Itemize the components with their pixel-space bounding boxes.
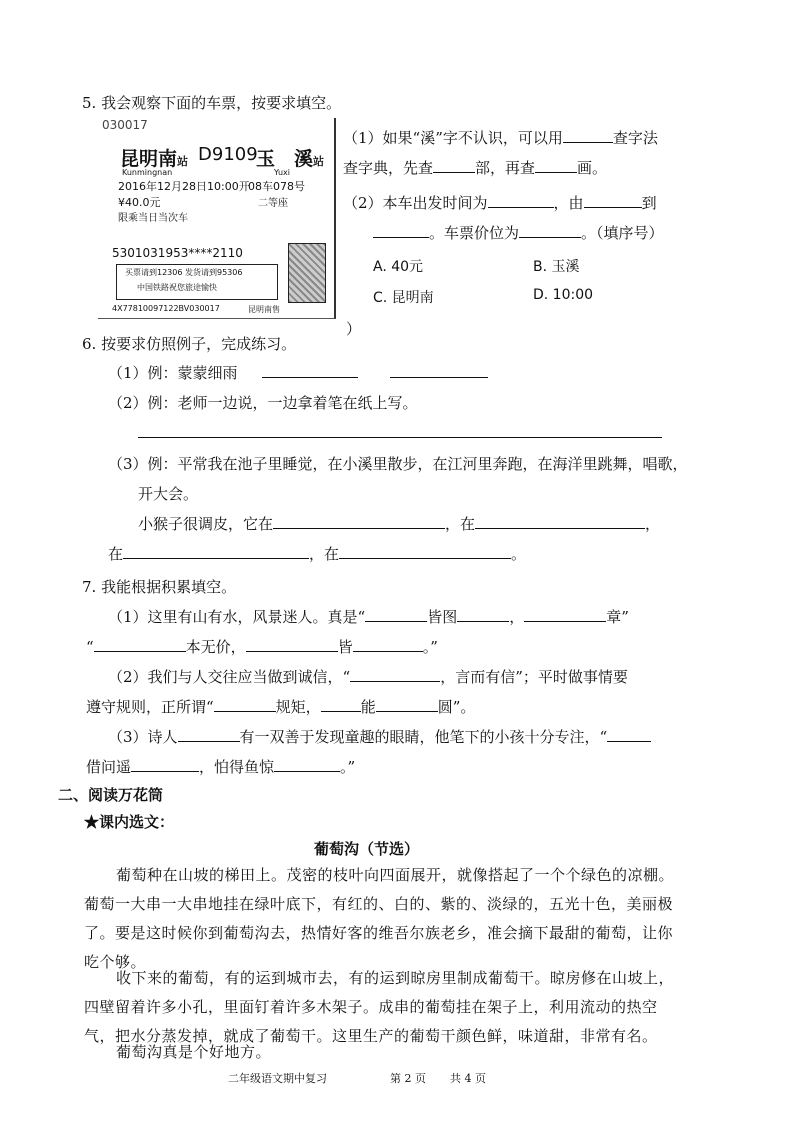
q5-option-d: D. 10:00 bbox=[533, 287, 594, 303]
ticket-station-bottom: 昆明南售 bbox=[248, 305, 280, 314]
stamp-line2: 中国铁路祝您旅途愉快 bbox=[137, 283, 217, 292]
footer-total: 共 4 页 bbox=[450, 1072, 486, 1085]
q6-example2: （2）例：老师一边说，一边拿着笔在纸上写。 bbox=[108, 394, 418, 412]
q7-s1-line2: “ 本无价， 皆 。” bbox=[86, 638, 438, 656]
q7-s3-line2: 借问遥 ，怕得鱼惊 。” bbox=[86, 758, 356, 776]
q5-title: 5. 我会观察下面的车票，按要求填空。 bbox=[82, 94, 342, 112]
q7-s1-line1: （1）这里有山有水，风景迷人。真是“ 皆图 ， 章” bbox=[108, 608, 629, 626]
q7-title: 7. 我能根据积累填空。 bbox=[82, 578, 237, 596]
ticket-class: 二等座 bbox=[258, 198, 288, 209]
q7-s2-line1: （2）我们与人交往应当做到诚信，“ ，言而有信”；平时做事情要 bbox=[108, 668, 628, 686]
q6-monkey-line: 小猴子很调皮，它在 ，在 ， bbox=[138, 515, 661, 533]
section2-sub: ★课内选文： bbox=[84, 813, 175, 831]
ticket-photo bbox=[288, 243, 326, 303]
ticket-to: 玉 溪站 bbox=[256, 148, 325, 170]
ticket-barcode: 4X77810097122BV030017 bbox=[112, 304, 220, 313]
passage-paragraph-1: 葡萄种在山坡的梯田上。茂密的枝叶向四面展开，就像搭起了一个个绿色的凉棚。葡萄一大串一大串地挂在绿叶底下，有红的、白的、紫的、淡绿的，五光十色，美丽极了。要是这时候你到葡萄沟去，热情好客的维吾尔族老乡，准会摘下最甜的葡萄，让你吃个够。 bbox=[84, 866, 675, 971]
q5-option-b: B. 玉溪 bbox=[533, 259, 580, 275]
ticket-note: 限乘当日当次车 bbox=[118, 213, 188, 224]
passage-paragraph-3: 葡萄沟真是个好地方。 bbox=[116, 1043, 272, 1061]
q7-s3-line1: （3）诗人 有一双善于发现童趣的眼睛，他笔下的小孩十分专注，“ bbox=[108, 726, 651, 747]
ticket-stamp bbox=[116, 264, 278, 300]
q5-option-c: C. 昆明南 bbox=[373, 290, 434, 306]
q7-s2-line2: 遵守规则，正所谓“ 规矩， 能 圆”。 bbox=[86, 698, 476, 716]
q5-paren: ） bbox=[346, 320, 362, 338]
q6-answer2-line bbox=[138, 437, 662, 438]
stamp-line1: 买票请到12306 发货请到95306 bbox=[125, 268, 243, 277]
ticket-id: 5301031953****2110 bbox=[112, 246, 243, 260]
ticket-from-pinyin: Kunmingnan bbox=[122, 168, 173, 177]
q5-option-a: A. 40元 bbox=[373, 259, 424, 275]
q6-answer1b-line bbox=[390, 377, 488, 378]
q6-answer1a-line bbox=[262, 377, 358, 378]
footer-page: 第 2 页 bbox=[390, 1072, 426, 1085]
section2-heading: 二、阅读万花筒 bbox=[58, 786, 164, 804]
passage-paragraph-2: 收下来的葡萄，有的运到城市去，有的运到晾房里制成葡萄干。晾房修在山坡上，四壁留着许多小孔，里面钉着许多木架子。成串的葡萄挂在架子上，利用流动的热空气，把水分蒸发掉，就成了葡萄干。这里生产的葡萄干颜色鲜，味道甜，非常有名。 bbox=[84, 969, 675, 1045]
footer-title: 二年级语文期中复习 bbox=[228, 1072, 327, 1085]
q6-example3-line2: 开大会。 bbox=[138, 485, 199, 503]
q5-sub1-line2: 查字典，先查 部，再查 画。 bbox=[343, 159, 608, 177]
q5-sub1-line1: （1）如果“溪”字不认识，可以用 查字法 bbox=[343, 129, 658, 147]
ticket-price: ¥40.0元 bbox=[118, 196, 161, 209]
q5-sub2-line2: 。车票价位为 。（填序号） bbox=[373, 222, 664, 243]
ticket-datetime: 2016年12月28日10:00开 bbox=[118, 180, 250, 193]
q6-example3-line1: （3）例：平常我在池子里睡觉，在小溪里散步，在江河里奔跑，在海洋里跳舞，唱歌， bbox=[108, 455, 688, 473]
ticket-serial: 030017 bbox=[102, 118, 148, 132]
passage-title: 葡萄沟（节选） bbox=[314, 840, 420, 858]
q5-sub2-line1: （2）本车出发时间为 ，由 到 bbox=[343, 194, 657, 212]
q6-example1: （1）例：蒙蒙细雨 bbox=[108, 364, 238, 382]
ticket-seat: 08车078号 bbox=[248, 180, 305, 193]
ticket-train: D9109 bbox=[198, 144, 258, 165]
q6-title: 6. 按要求仿照例子，完成练习。 bbox=[82, 335, 297, 353]
q6-monkey-line2: 在 ，在 。 bbox=[108, 545, 527, 563]
ticket-from: 昆明南站 bbox=[120, 148, 189, 170]
ticket-to-pinyin: Yuxi bbox=[274, 168, 290, 177]
train-ticket-image bbox=[98, 118, 336, 319]
